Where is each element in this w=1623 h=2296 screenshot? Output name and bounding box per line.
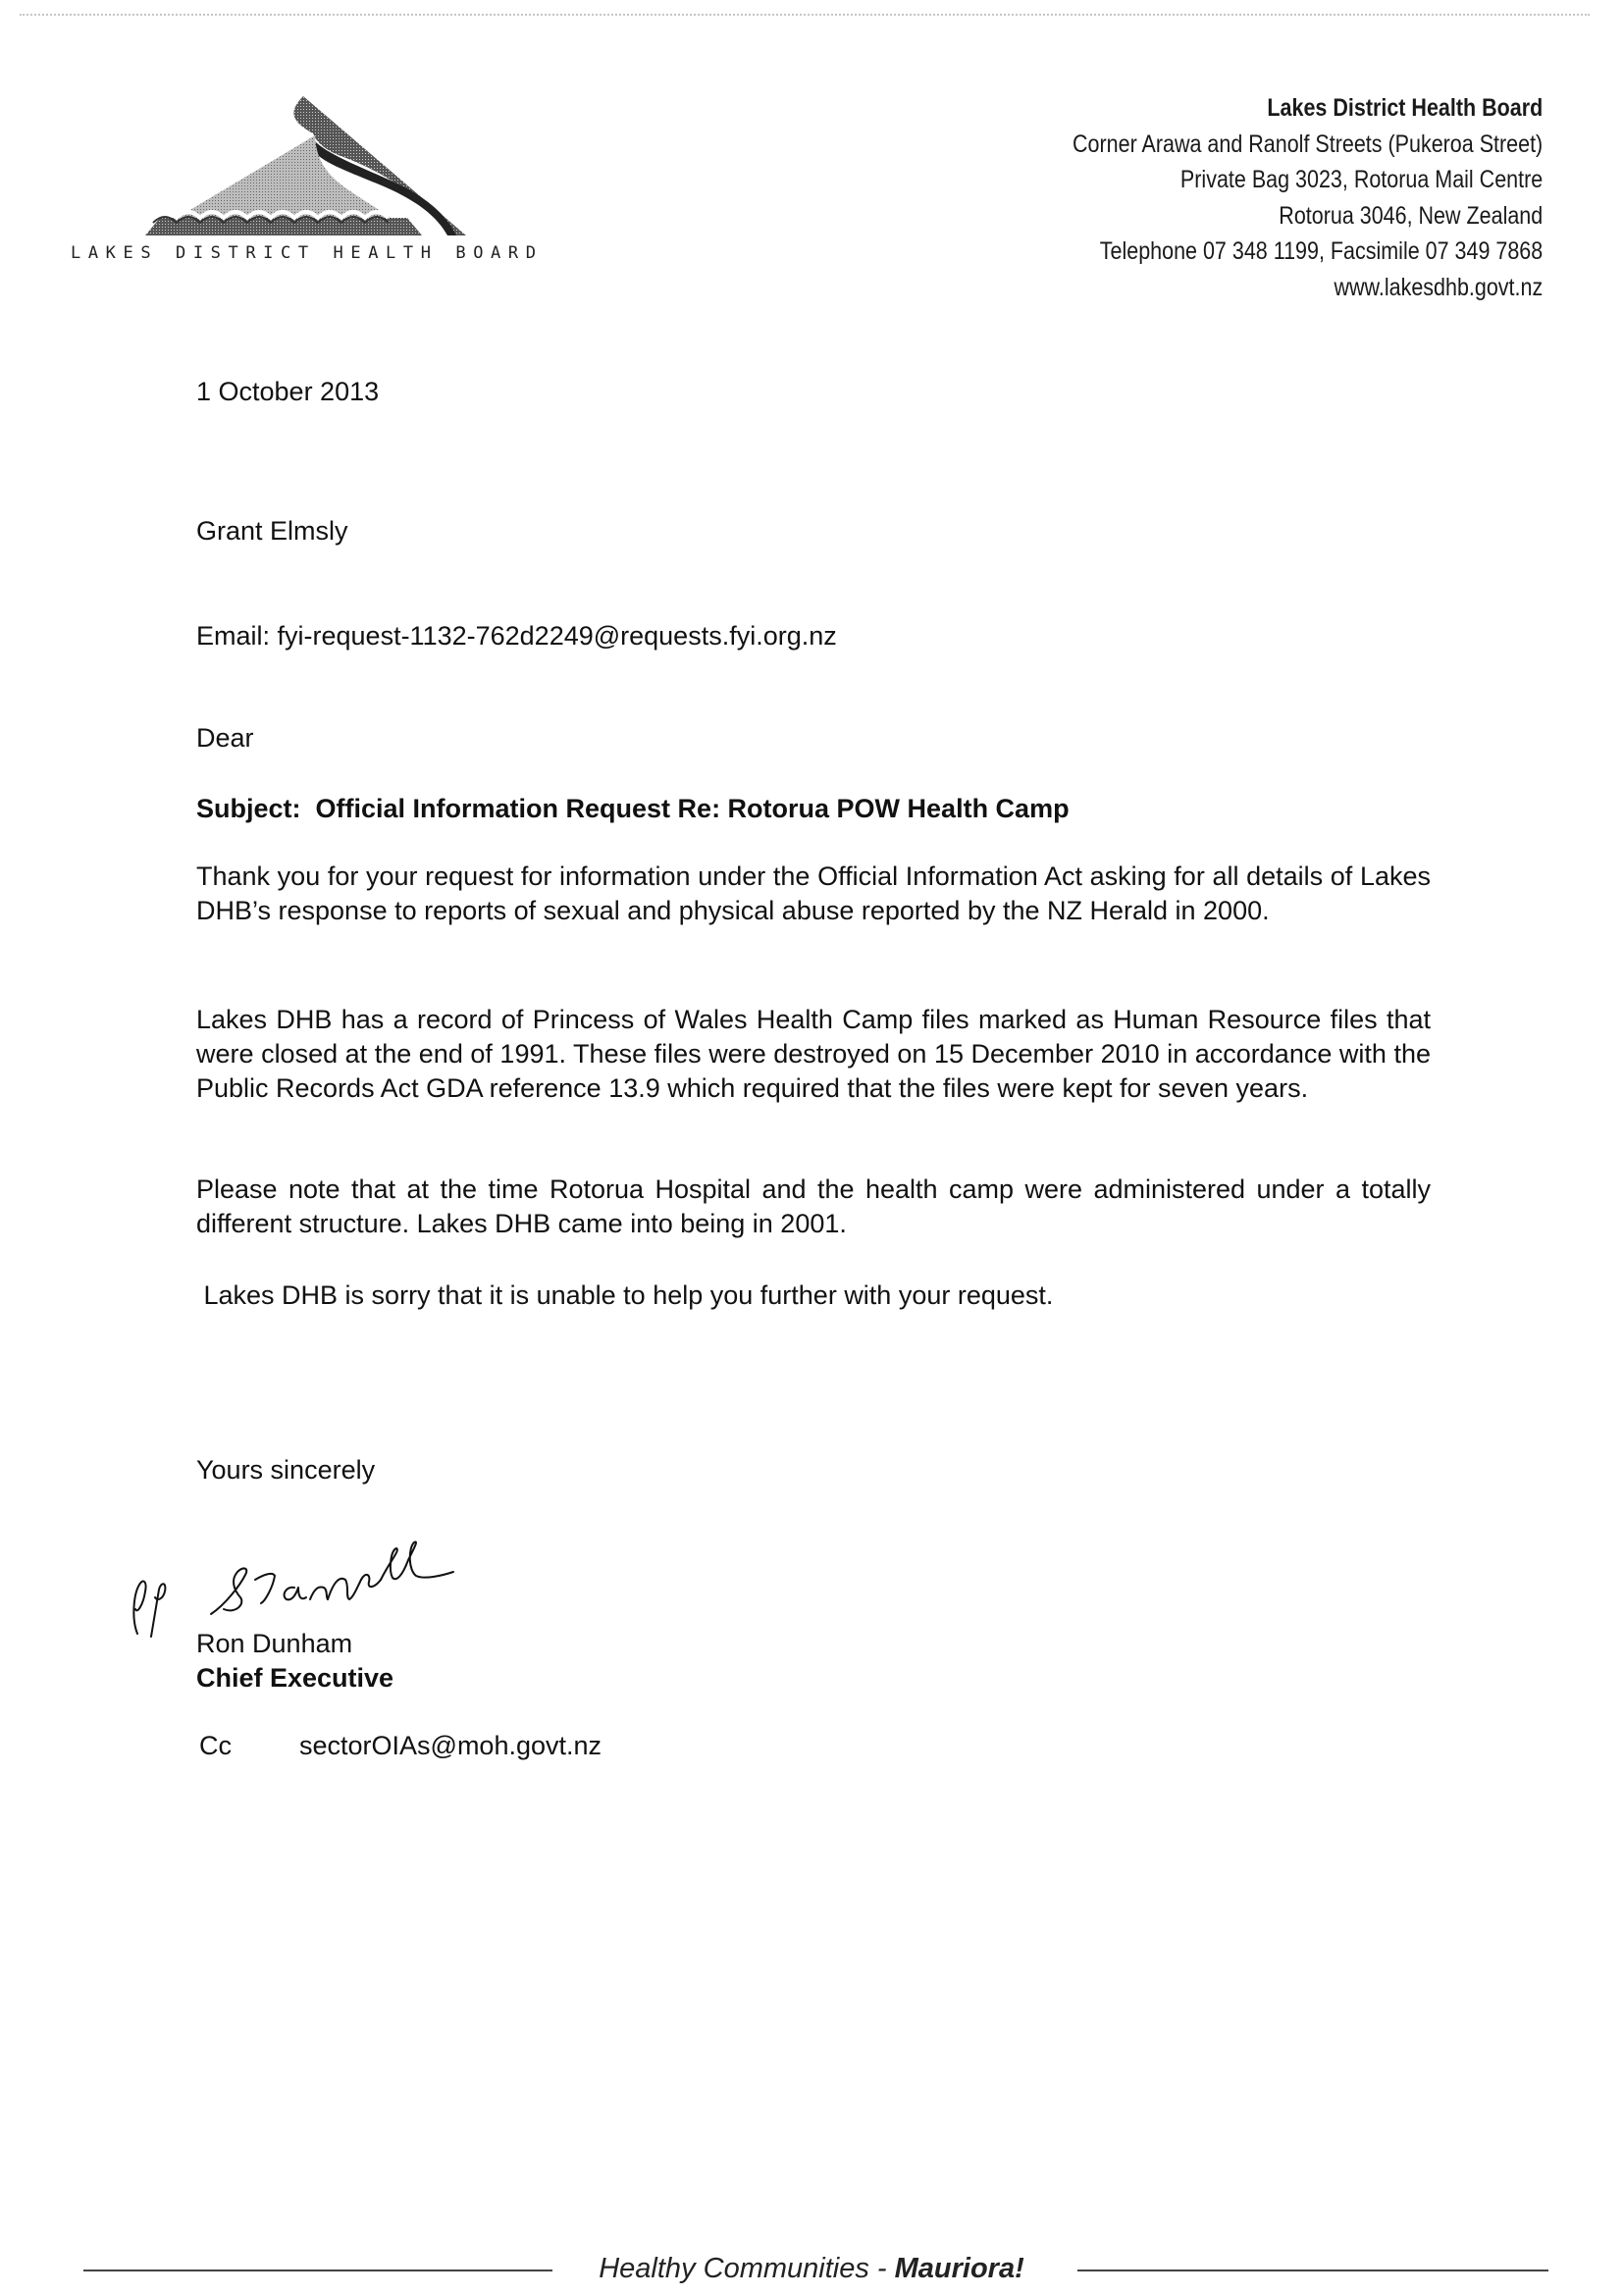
address-line: Private Bag 3023, Rotorua Mail Centre <box>1179 166 1543 193</box>
contact-phone-fax: Telephone 07 348 1199, Facsimile 07 349 7868 <box>1099 237 1543 265</box>
address-line: Corner Arawa and Ranolf Streets (Pukeroa Street) <box>1072 130 1543 158</box>
letterhead-address <box>1073 90 1543 305</box>
footer-tagline <box>0 2253 1623 2285</box>
letter-date: 1 October 2013 <box>196 377 380 406</box>
tagline-text: Healthy Communities - <box>599 2253 895 2284</box>
salutation: Dear <box>196 723 254 753</box>
signatory-title: Chief Executive <box>196 1663 394 1693</box>
cc-email: sectorOIAs@moh.govt.nz <box>299 1731 602 1760</box>
paragraph-4: Lakes DHB is sorry that it is unable to help you further with your request. <box>196 1280 1054 1310</box>
address-line: Rotorua 3046, New Zealand <box>1279 201 1543 230</box>
recipient-email: Email: fyi-request-1132-762d2249@requests.fyi.org.nz <box>196 621 837 651</box>
paragraph-1: Thank you for your request for information under the Official Information Act asking for all details of Lakes DHB’s response to reports of sexual and physical abuse reported by the NZ Herald in 2000. <box>196 861 1431 925</box>
paragraph-3: Please note that at the time Rotorua Hospital and the health camp were administered under a totally different structure. Lakes DHB came into being in 2001. <box>196 1174 1431 1238</box>
paragraph-2: Lakes DHB has a record of Princess of Wales Health Camp files marked as Human Resource files that were closed at the end of 1991. These files were destroyed on 15 December 2010 in accordance with the Public Records Act GDA reference 13.9 which required that the files were kept for seven years. <box>196 1005 1431 1103</box>
closing: Yours sincerely <box>196 1455 376 1485</box>
organisation-name: Lakes District Health Board <box>1267 94 1543 122</box>
recipient-name: Grant Elmsly <box>196 516 348 546</box>
cc-label: Cc <box>199 1731 232 1760</box>
subject-line: Subject: Official Information Request Re: Rotorua POW Health Camp <box>196 794 1070 823</box>
scan-artifact-line <box>20 14 1590 17</box>
logo-caption: LAKES DISTRICT HEALTH BOARD <box>71 243 544 263</box>
signatory-name: Ron Dunham <box>196 1629 353 1658</box>
tagline-emphasis: Mauriora! <box>894 2253 1024 2284</box>
website-link[interactable]: www.lakesdhb.govt.nz <box>1334 273 1543 301</box>
handwritten-signature-icon <box>118 1511 569 1639</box>
